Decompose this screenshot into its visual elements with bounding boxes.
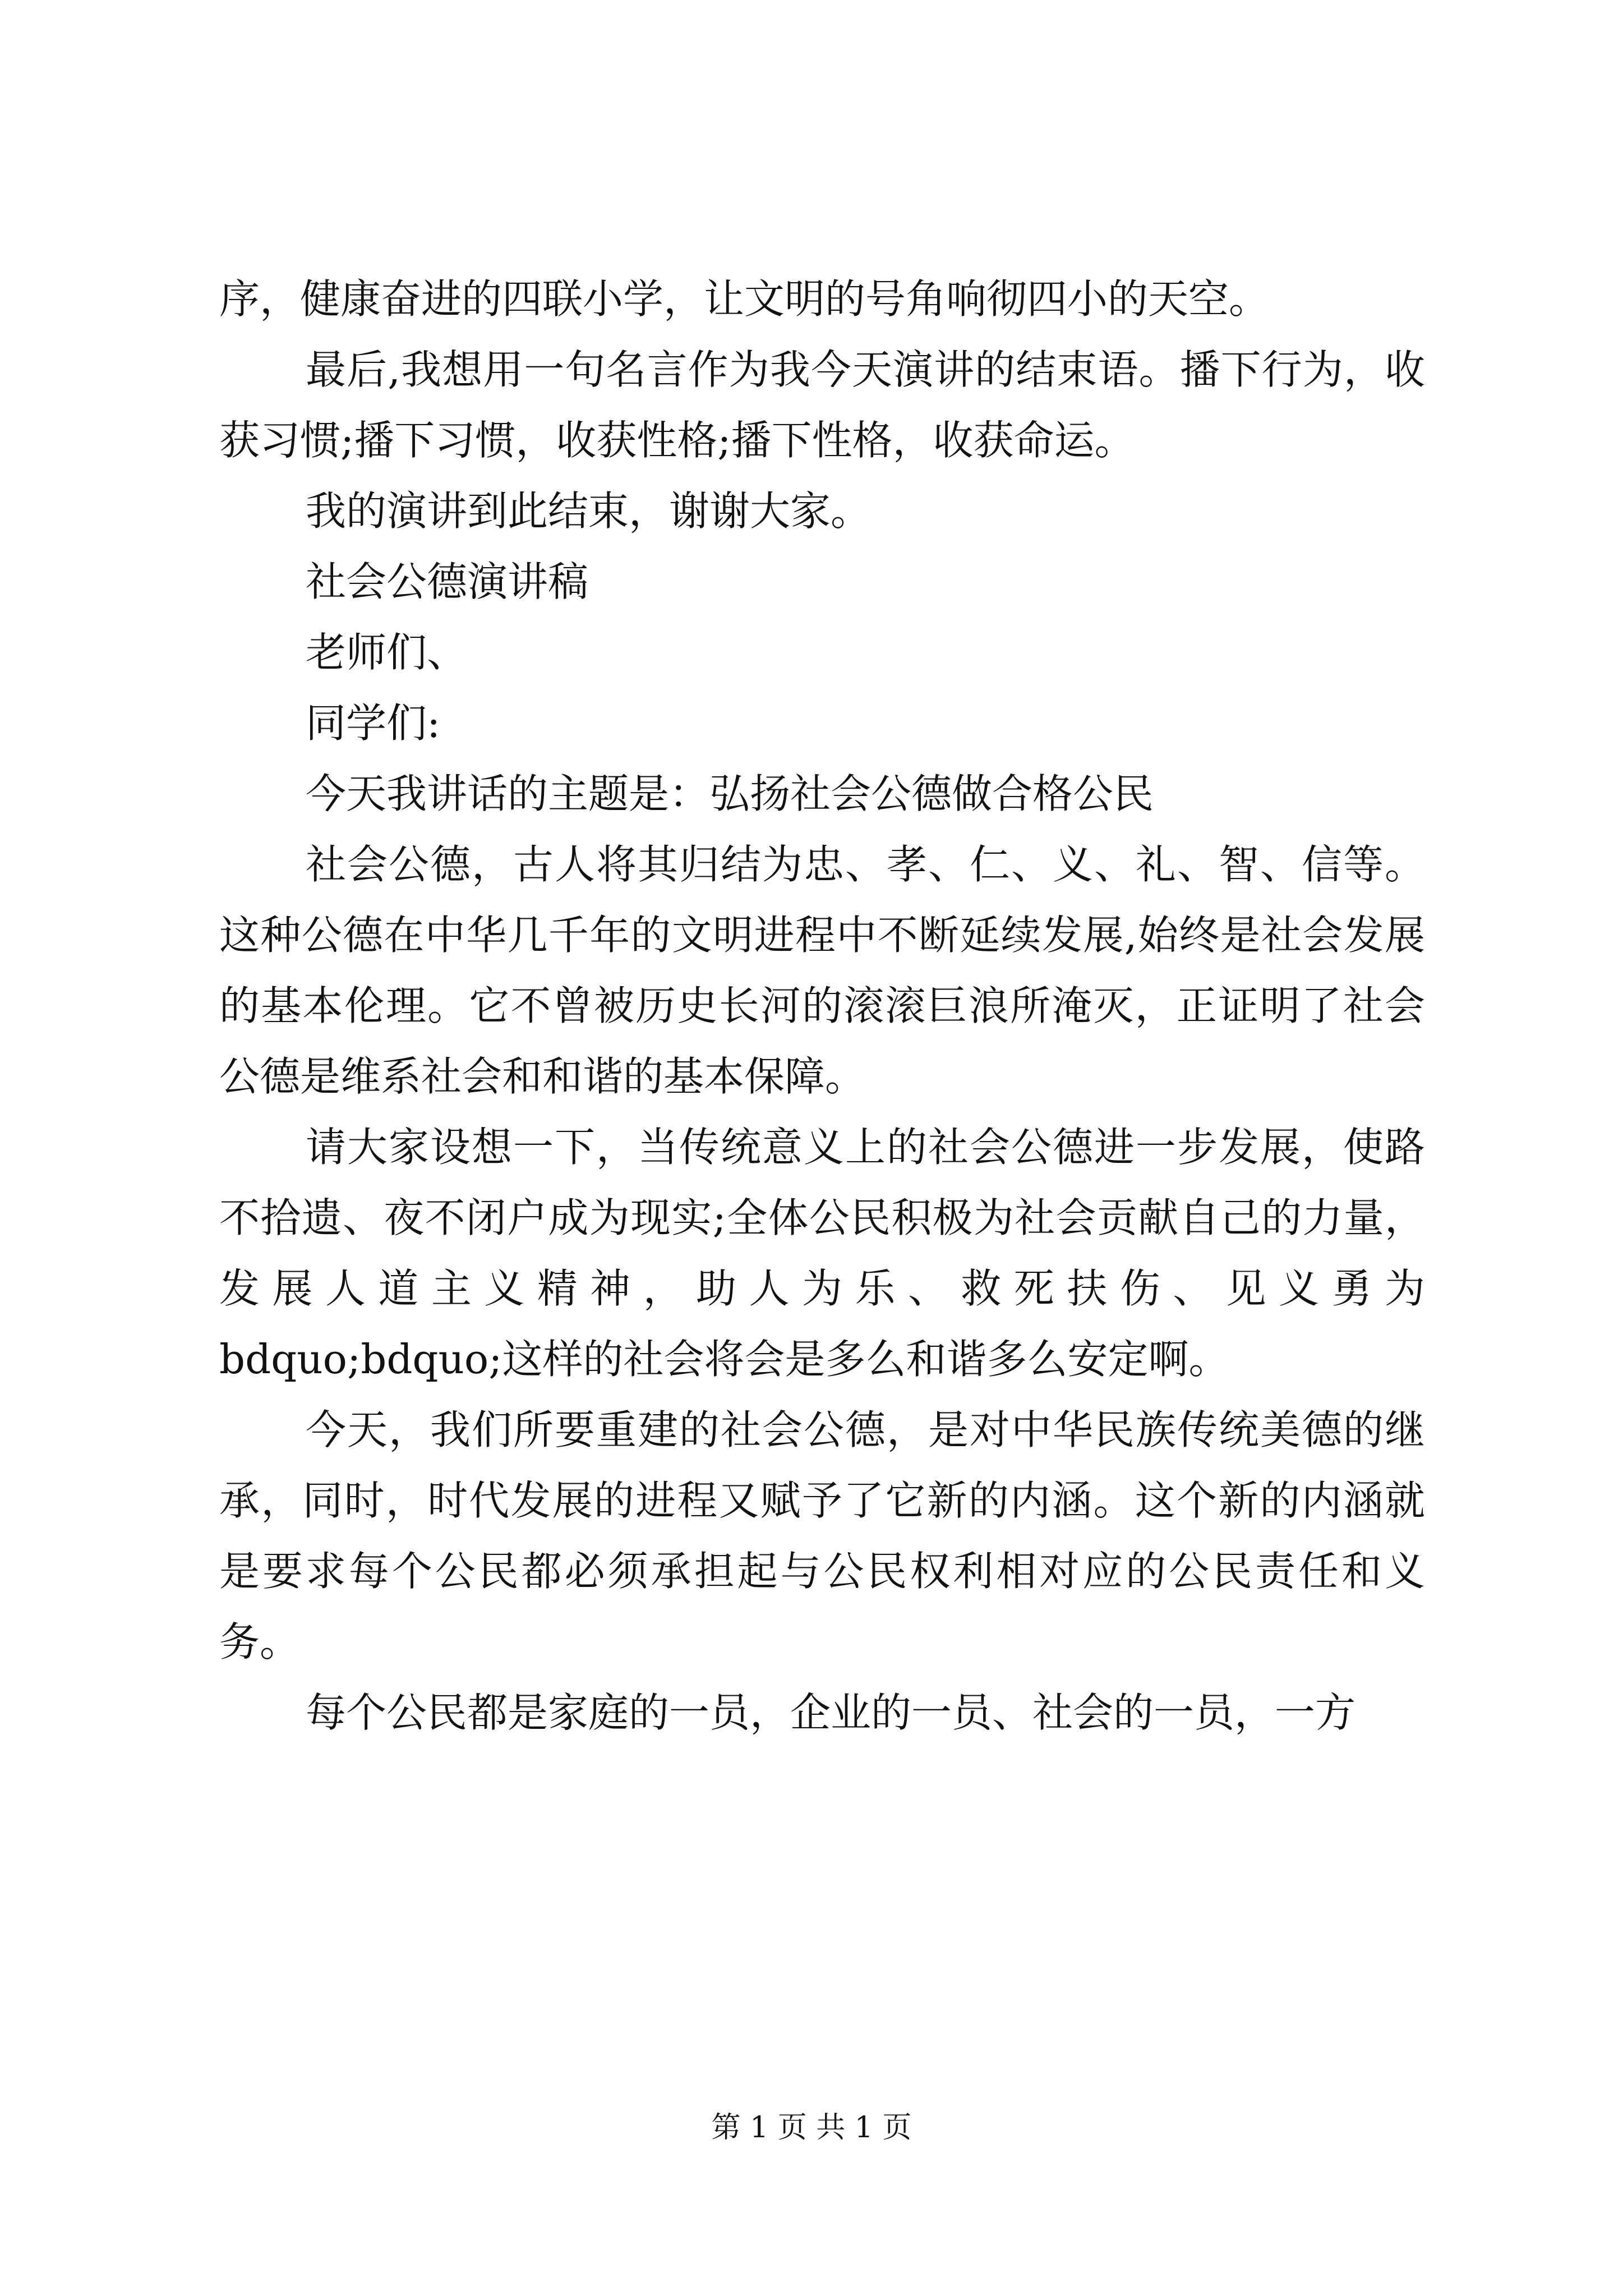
section-title: 社会公德演讲稿 [306,558,589,605]
paragraph: 社会公德，古人将其归结为忠、孝、仁、义、礼、智、信等。这种公德在中华几千年的文明进程中不断延续发展,始终是社会发展的基本伦理。它不曾被历史长河的滚滚巨浪所淹灭，正证明了社会公德是维系社会和和谐的基本保障。 [219,841,1425,1100]
salutation: 老师们、 [306,629,468,676]
paragraph: 最后,我想用一句名言作为我今天演讲的结束语。播下行为，收获习惯;播下习惯，收获性格;播下性格，收获命运。 [219,346,1425,464]
paragraph: 我的演讲到此结束，谢谢大家。 [306,487,872,535]
document-body [219,264,1425,1748]
paragraph: 每个公民都是家庭的一员，企业的一员、社会的一员，一方 [306,1689,1356,1736]
paragraph: 请大家设想一下，当传统意义上的社会公德进一步发展，使路不拾遗、夜不闭户成为现实;全体公民积极为社会贡献自己的力量，发展人道主义精神，助人为乐、救死扶伤、见义勇为bdquo;bdquo;这样的社会将会是多么和谐多么安定啊。 [219,1124,1425,1383]
salutation: 同学们: [306,700,441,747]
paragraph: 今天，我们所要重建的社会公德，是对中华民族传统美德的继承，同时，时代发展的进程又赋予了它新的内涵。这个新的内涵就是要求每个公民都必须承担起与公民权利相对应的公民责任和义务。 [219,1406,1425,1665]
page-footer: 第 1 页 共 1 页 [711,2111,912,2145]
paragraph: 今天我讲话的主题是：弘扬社会公德做合格公民 [306,770,1154,817]
paragraph: 序，健康奋进的四联小学，让文明的号角响彻四小的天空。 [219,275,1270,323]
